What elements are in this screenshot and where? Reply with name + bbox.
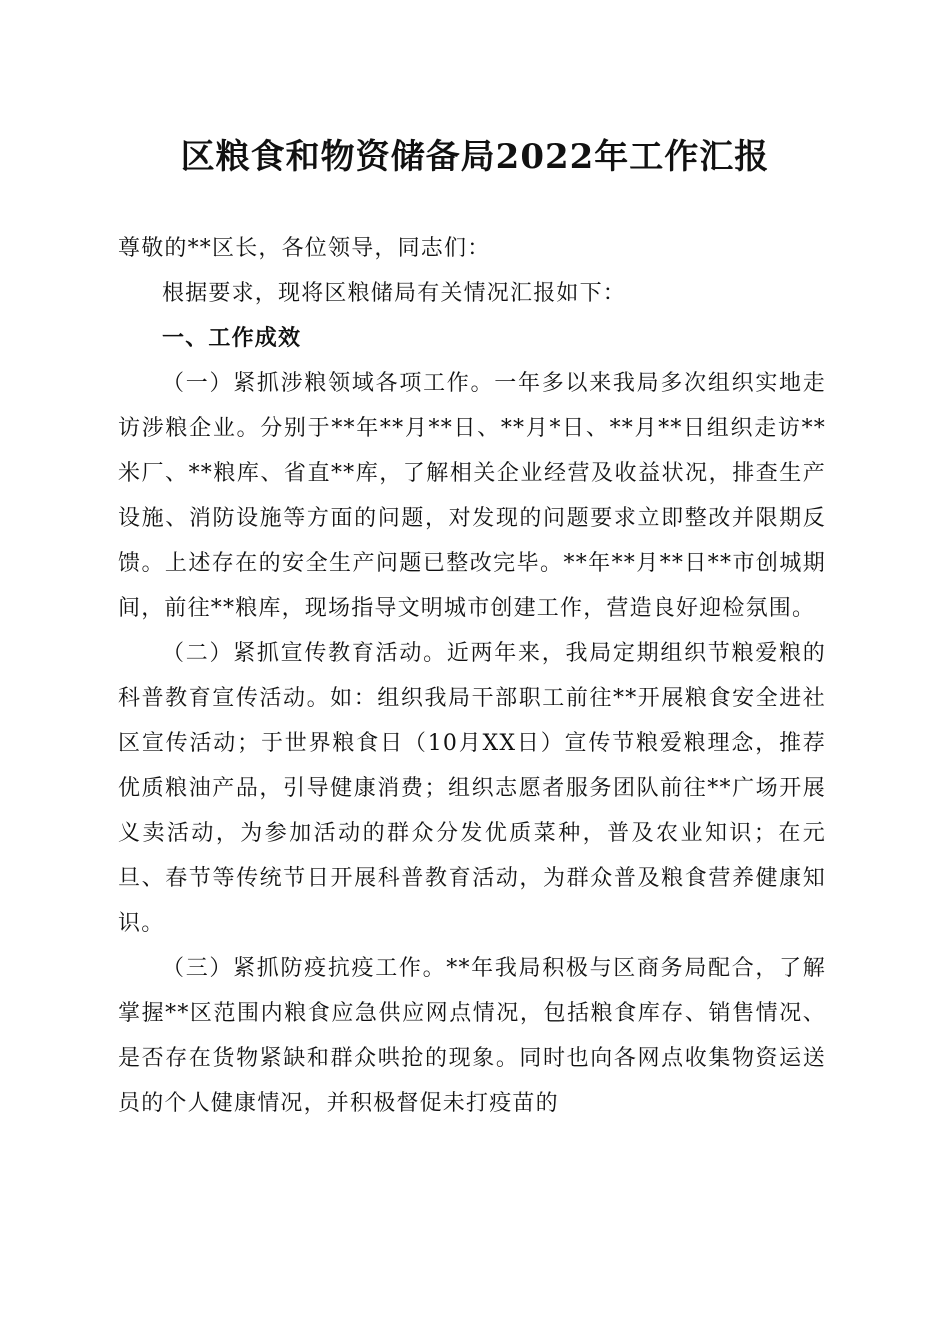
document-body <box>118 226 826 1126</box>
paragraph-2: （二）紧抓宣传教育活动。近两年来，我局定期组织节粮爱粮的科普教育宣传活动。如：组织我局干部职工前往**开展粮食安全进社区宣传活动；于世界粮食日（10月XX日）宣传节粮爱粮理念，推荐优质粮油产品，引导健康消费；组织志愿者服务团队前往**广场开展义卖活动，为参加活动的群众分发优质菜种，普及农业知识；在元旦、春节等传统节日开展科普教育活动，为群众普及粮食营养健康知识。 <box>118 641 826 936</box>
paragraph-3: （三）紧抓防疫抗疫工作。**年我局积极与区商务局配合，了解掌握**区范围内粮食应急供应网点情况，包括粮食库存、销售情况、是否存在货物紧缺和群众哄抢的现象。同时也向各网点收集物资运送员的个人健康情况，并积极督促未打疫苗的 <box>118 956 826 1116</box>
salutation: 尊敬的**区长，各位领导，同志们： <box>118 236 491 261</box>
document-title: 区粮食和物资储备局2022年工作汇报 <box>180 137 770 177</box>
section-heading: 一、工作成效 <box>162 325 302 351</box>
paragraph-1: （一）紧抓涉粮领域各项工作。一年多以来我局多次组织实地走访涉粮企业。分别于**年**月**日、**月*日、**月**日组织走访**米厂、**粮库、省直**库，了解相关企业经营及收益状况，排查生产设施、消防设施等方面的问题，对发现的问题要求立即整改并限期反馈。上述存在的安全生产问题已整改完毕。**年**月**日**市创城期间，前往**粮库，现场指导文明城市创建工作，营造良好迎检氛围。 <box>118 371 826 621</box>
intro-paragraph: 根据要求，现将区粮储局有关情况汇报如下： <box>162 281 627 306</box>
